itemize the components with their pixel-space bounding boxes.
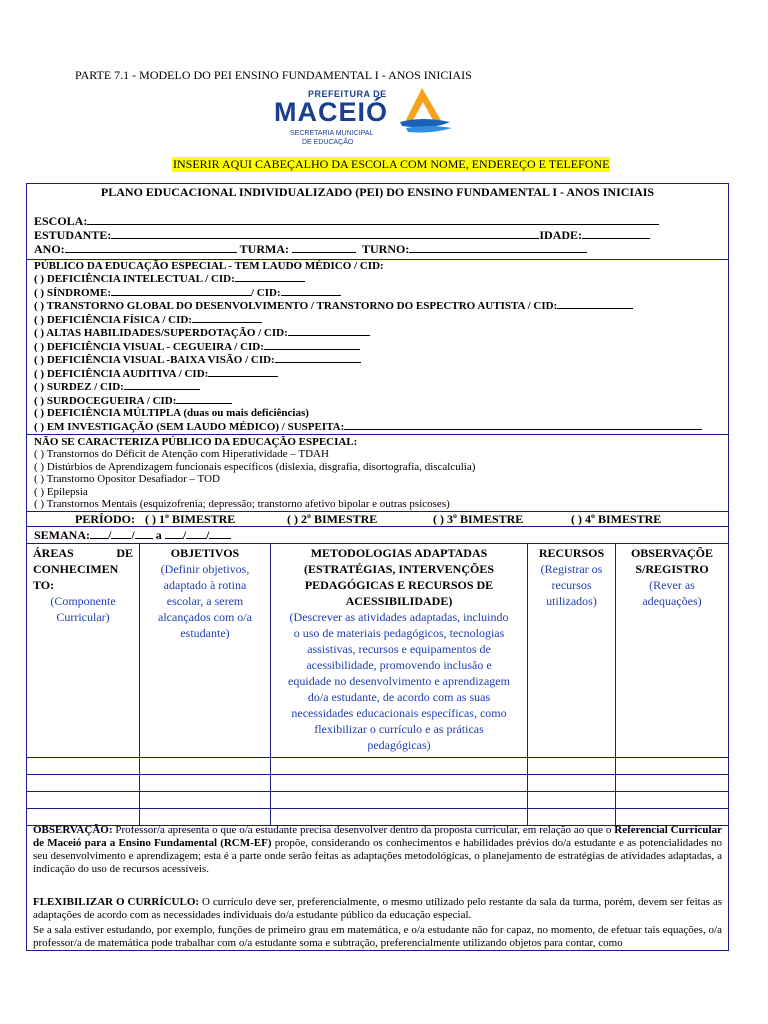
periodo-3-bimestre[interactable]: ( ) 3º BIMESTRE xyxy=(433,512,524,526)
publico-item-investigacao[interactable]: ( ) EM INVESTIGAÇÃO (SEM LAUDO MÉDICO) / SUSPEITA: xyxy=(34,420,702,434)
part-title: PARTE 7.1 - MODELO DO PEI ENSINO FUNDAMENTAL I - ANOS INICIAIS xyxy=(75,68,472,82)
publico-item-cegueira[interactable]: ( ) DEFICIÊNCIA VISUAL - CEGUEIRA / CID: xyxy=(34,340,702,354)
semana-label: SEMANA: xyxy=(34,528,90,542)
turno-label: TURNO: xyxy=(362,242,410,256)
publico-item-sindrome[interactable]: ( ) SÍNDROME: / CID: xyxy=(34,286,702,300)
ano-label: ANO: xyxy=(34,242,65,256)
turma-label: TURMA: xyxy=(239,242,289,256)
publico-item-fisica[interactable]: ( ) DEFICIÊNCIA FÍSICA / CID: xyxy=(34,313,702,327)
idade-label: IDADE: xyxy=(539,228,583,242)
logo-sub2: DE EDUCAÇÃO xyxy=(302,139,354,146)
nao-publico-heading: NÃO SE CARACTERIZA PÚBLICO DA EDUCAÇÃO ESPECIAL: xyxy=(34,436,358,448)
nao-publico-item-epilepsia[interactable]: ( ) Epilepsia xyxy=(34,485,88,498)
publico-item-surdocegueira[interactable]: ( ) SURDOCEGUEIRA / CID: xyxy=(34,394,702,408)
publico-item-di[interactable]: ( ) DEFICIÊNCIA INTELECTUAL / CID: xyxy=(34,272,702,286)
pei-form xyxy=(26,183,729,951)
idade-field[interactable] xyxy=(582,229,650,239)
col-metodologias: METODOLOGIAS ADAPTADAS (ESTRATÉGIAS, INTERVENÇÕES PEDAGÓGICAS E RECURSOS DE ACESSIBILIDADE) (Descrever as atividades adaptadas, incluindo o uso de materiais pedagógicos, tecnologias assistivas, recursos e equipamentos de acessibilidade, promovendo inclusão e equidade no desenvolvimento e aprendizagem do/a estudante, de acordo com as suas necessidades educacionais específicas, como flexibilizar o currículo e as práticas pedagógicas) xyxy=(288,546,510,752)
publico-item-ah-sd[interactable]: ( ) ALTAS HABILIDADES/SUPERDOTAÇÃO / CID: xyxy=(34,326,702,340)
nao-publico-item-mentais[interactable]: ( ) Transtornos Mentais (esquizofrenia; depressão; transtorno afetivo bipolar e outras psicoses) xyxy=(34,498,450,510)
ano-field[interactable] xyxy=(65,243,237,253)
semana-row: SEMANA: / / a / / xyxy=(34,529,231,542)
estudante-field[interactable] xyxy=(111,229,539,239)
turno-field[interactable] xyxy=(409,243,587,253)
publico-item-baixa-visao[interactable]: ( ) DEFICIÊNCIA VISUAL -BAIXA VISÃO / CID: xyxy=(34,353,702,367)
col-areas-desc: (Componente Curricular) xyxy=(50,594,116,624)
nao-publico-item-disturbios[interactable]: ( ) Distúrbios de Aprendizagem funcionais específicos (dislexia, disgrafia, disortografia, discalculia) xyxy=(34,460,476,473)
estudante-label: ESTUDANTE: xyxy=(34,228,112,242)
periodo-label: PERÍODO: xyxy=(75,512,135,526)
publico-heading: PÚBLICO DA EDUCAÇÃO ESPECIAL - TEM LAUDO MÉDICO / CID: xyxy=(34,260,384,272)
logo-name: MACEIÓ xyxy=(274,97,388,127)
nao-publico-item-tod[interactable]: ( ) Transtorno Opositor Desafiador – TOD xyxy=(34,473,220,485)
col-objetivos: OBJETIVOS (Definir objetivos, adaptado à rotina escolar, a serem alcançados com o/a estudante) xyxy=(158,546,252,640)
header-placeholder: INSERIR AQUI CABEÇALHO DA ESCOLA COM NOME, ENDEREÇO E TELEFONE xyxy=(173,157,610,171)
estudante-row xyxy=(34,229,650,242)
nao-publico-list xyxy=(34,448,475,511)
publico-item-multipla[interactable]: ( ) DEFICIÊNCIA MÚLTIPLA (duas ou mais deficiências) xyxy=(34,407,309,419)
nao-publico-item-tdah[interactable]: ( ) Transtornos do Déficit de Atenção com Hiperatividade – TDAH xyxy=(34,448,329,460)
escola-row xyxy=(34,215,659,228)
publico-item-auditiva[interactable]: ( ) DEFICIÊNCIA AUDITIVA / CID: xyxy=(34,367,702,381)
ano-turma-row xyxy=(34,243,587,256)
publico-item-tea[interactable]: ( ) TRANSTORNO GLOBAL DO DESENVOLVIMENTO / TRANSTORNO DO ESPECTRO AUTISTA / CID: xyxy=(34,299,702,313)
logo-sub1: SECRETARIA MUNICIPAL xyxy=(290,130,374,137)
escola-field[interactable] xyxy=(87,215,659,225)
observacao-paragraph: OBSERVAÇÃO: Professor/a apresenta o que o/a estudante precisa desenvolver dentro da proposta curricular, em relação ao que o Referencial Curricular de Maceió para a Ensino Fundamental (RCM-EF) propõe, considerando os conhecimentos e habilidades prévios do/a estudante e as potencialidades no seu desenvolvimento e aprendizagem; esta é a parte onde serão feitas as adaptações metodológicas, o planejamento de estratégias de atividades adaptadas, a indicação do uso de recursos acessíveis. xyxy=(33,824,722,875)
col-recursos: RECURSOS (Registrar os recursos utilizados) xyxy=(538,546,605,608)
turma-field[interactable] xyxy=(292,243,356,253)
col-observacoes: OBSERVAÇÕE S/REGISTRO (Rever as adequações) xyxy=(630,546,714,608)
flexibilizar-exemplo: Se a sala estiver estudando, por exemplo, funções de primeiro grau em matemática, e o/a estudante não for capaz, no momento, de efetuar tais equações, o/a professor/a de matemática pode trabalhar com o/a estudante soma e subtração, preferencialmente utilizando objetos para contar, como xyxy=(33,924,722,949)
publico-list xyxy=(34,272,702,433)
periodo-4-bimestre[interactable]: ( ) 4º BIMESTRE xyxy=(571,512,662,526)
logo-top-text: PREFEITURA DE xyxy=(308,89,387,99)
col-areas-header: ÁREAS DE CONHECIMEN TO: xyxy=(33,546,133,592)
escola-label: ESCOLA: xyxy=(34,214,88,228)
periodo-2-bimestre[interactable]: ( ) 2º BIMESTRE xyxy=(287,512,378,526)
semana-a: a xyxy=(155,528,162,542)
form-title: PLANO EDUCACIONAL INDIVIDUALIZADO (PEI) DO ENSINO FUNDAMENTAL I - ANOS INICIAIS xyxy=(100,185,655,199)
prefeitura-maceio-logo xyxy=(272,86,462,156)
publico-item-surdez[interactable]: ( ) SURDEZ / CID: xyxy=(34,380,702,394)
periodo-1-bimestre[interactable]: ( ) 1º BIMESTRE xyxy=(145,512,236,526)
flexibilizar-paragraph: FLEXIBILIZAR O CURRÍCULO: O currículo deve ser, preferencialmente, o mesmo utilizado pelo restante da sala da turma, porém, devem ser feitas as adaptações de acordo com as necessidades individuais do/a estudante público da educação especial. xyxy=(33,896,722,921)
